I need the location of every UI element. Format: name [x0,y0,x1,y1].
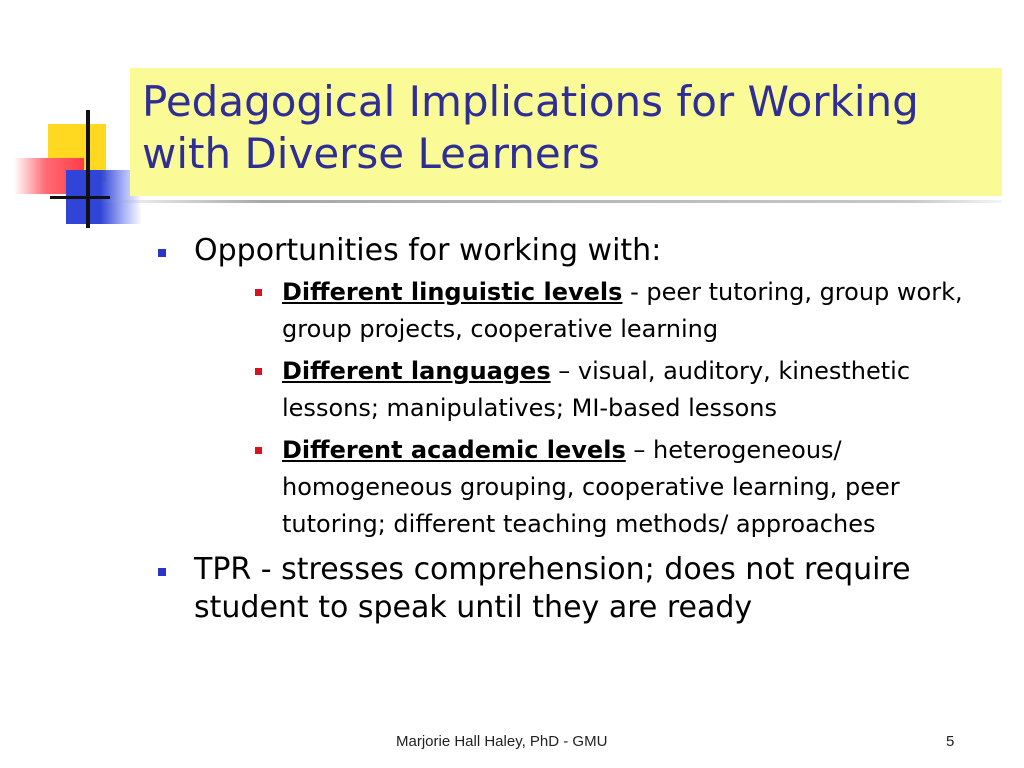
bullet-item [150,551,990,627]
sub-bullet-text: heterogeneous/ homogeneous grouping, cooperative learning, peer tutoring; different teaching methods/ approaches [282,436,900,538]
sub-bullet-term: Different academic levels [282,436,626,464]
sub-bullet-separator: - [622,278,647,306]
sub-bullet-separator: – [625,436,653,464]
sub-bullet-text: visual, auditory, kinesthetic lessons; manipulatives; MI-based lessons [282,357,911,422]
sub-bullet-list [194,274,990,543]
sub-bullet-item [194,432,990,543]
square-bullet-icon [255,368,262,375]
sub-bullet-item [194,353,990,427]
bullet-list [150,232,990,635]
footer-credit: Marjorie Hall Haley, PhD - GMU [396,733,608,750]
sub-bullet-term: Different languages [282,357,551,385]
square-bullet-icon [158,249,166,257]
bullet-text: Opportunities for working with: [194,233,662,268]
square-bullet-icon [255,289,262,296]
sub-bullet-item [194,274,990,348]
square-bullet-icon [158,568,166,576]
sub-bullet-term: Different linguistic levels [282,278,623,306]
slide-title: Pedagogical Implications for Working with Diverse Learners [142,77,919,178]
title-underline [100,200,1002,203]
decoration-vertical-line [86,110,90,228]
sub-bullet-separator: – [550,357,578,385]
sub-bullet-text: peer tutoring, group work, group projects, cooperative learning [282,278,963,343]
bullet-item [150,232,990,543]
square-bullet-icon [255,447,262,454]
bullet-text: TPR - stresses comprehension; does not require student to speak until they are ready [194,552,911,625]
decoration-horizontal-line [50,196,110,199]
page-number: 5 [946,733,955,750]
